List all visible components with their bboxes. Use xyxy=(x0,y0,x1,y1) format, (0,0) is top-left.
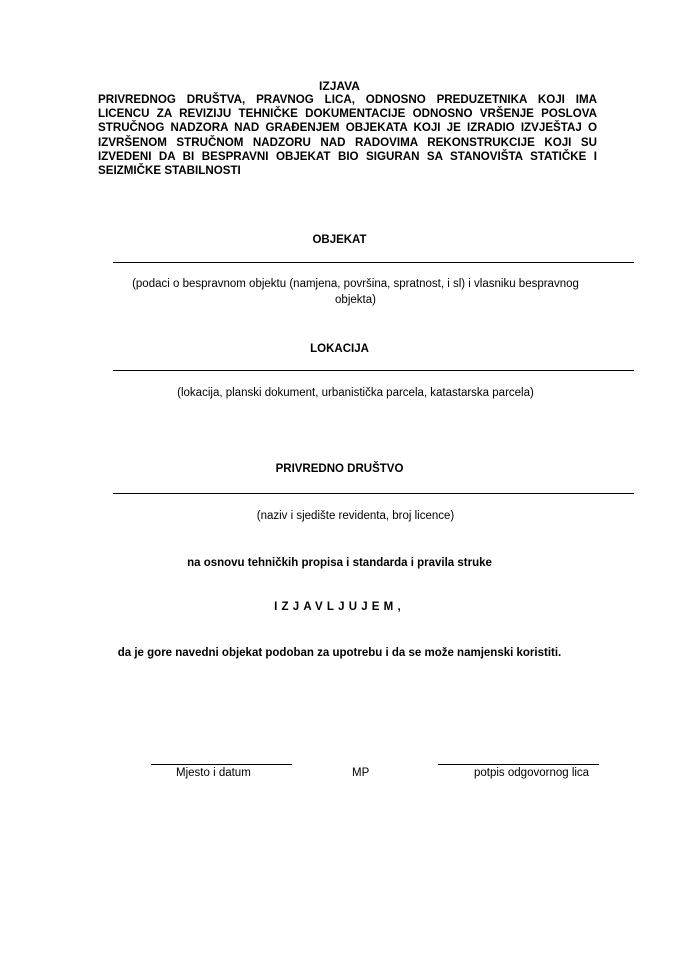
declare-text: IZJAVLJUJEM, xyxy=(274,601,405,613)
document-title: IZJAVA xyxy=(319,79,360,93)
place-date-label: Mjesto i datum xyxy=(176,767,251,779)
lokacija-hint: (lokacija, planski dokument, urbanistička parcela, katastarska parcela) xyxy=(177,387,534,399)
signature-label: potpis odgovornog lica xyxy=(474,767,590,779)
basis-text: na osnovu tehničkih propisa i standarda i pravila struke xyxy=(187,557,492,569)
drustvo-hint: (naziv i sjedište revidenta, broj licence) xyxy=(256,510,455,522)
document-subtitle: PRIVREDNOG DRUŠTVA, PRAVNOG LICA, ODNOSNO PREDUZETNIKA KOJI IMA LICENCU ZA REVIZIJU TEHNIČKE DOKUMENTACIJE ODNOSNO VRŠENJE POSLOVA STRUČNOG NADZORA NAD GRAĐENJEM OBJEKATA KOJI JE IZRADIO IZVJEŠTAJ O IZVRŠENOM STRUČNOM NADZORU NAD RADOVIMA REKONSTRUKCIJE KOJI SU IZVEDENI DA BI BESPRAVNI OBJEKAT BIO SIGURAN SA STANOVIŠTA STATIČKE I SEIZMIČKE STABILNOSTI xyxy=(98,93,597,178)
place-date-line[interactable] xyxy=(151,764,292,765)
signature-line[interactable] xyxy=(438,764,599,765)
lokacija-fill-line[interactable] xyxy=(113,370,634,371)
stamp-label: MP xyxy=(352,767,370,779)
lokacija-heading: LOKACIJA xyxy=(310,343,369,355)
drustvo-fill-line[interactable] xyxy=(113,493,634,494)
drustvo-heading: PRIVREDNO DRUŠTVO xyxy=(275,463,404,475)
objekat-heading: OBJEKAT xyxy=(312,234,367,246)
conclusion-text: da je gore navedni objekat podoban za upotrebu i da se može namjenski koristiti. xyxy=(117,647,562,659)
objekat-fill-line[interactable] xyxy=(113,262,634,263)
objekat-hint: (podaci o bespravnom objektu (namjena, površina, spratnost, i sl) i vlasniku bespravnog objekta) xyxy=(132,278,579,306)
